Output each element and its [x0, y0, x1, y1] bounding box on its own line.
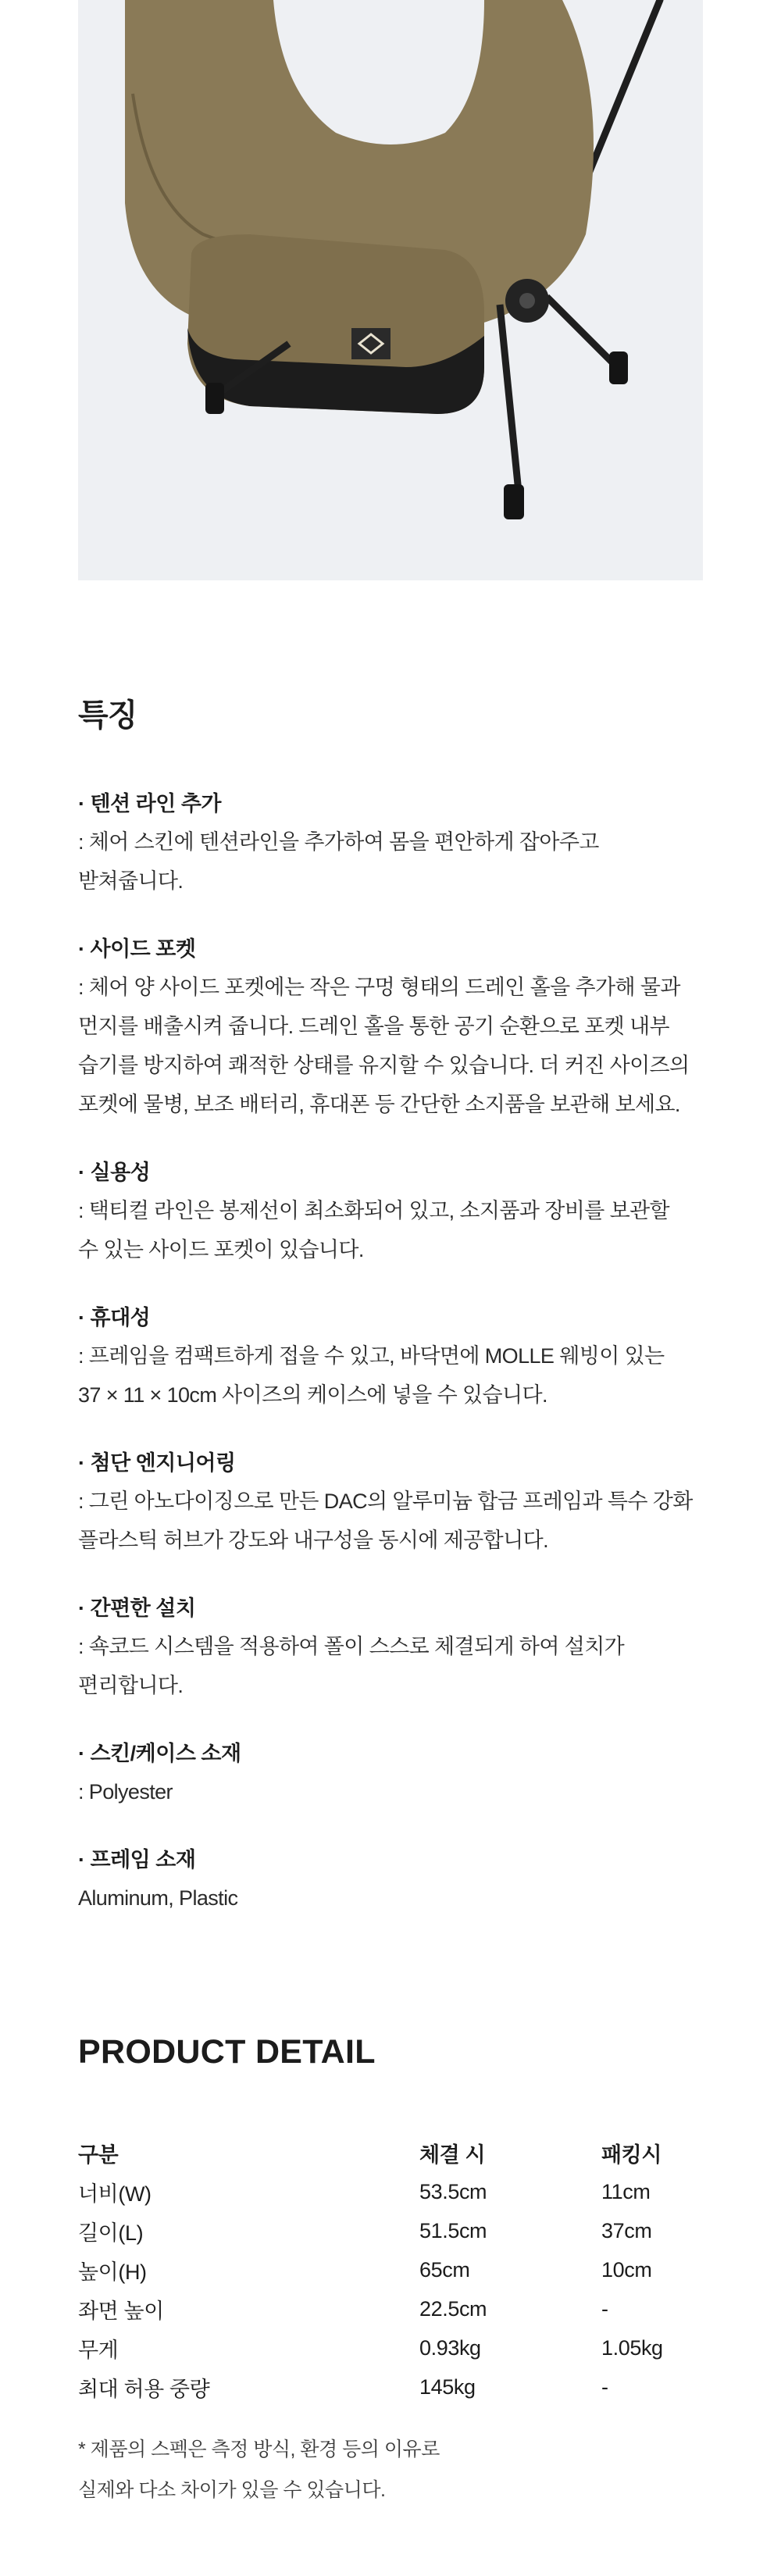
packed-value: 10cm — [601, 2257, 652, 2282]
feature-item — [78, 1841, 726, 1918]
row-label: 높이(H) — [78, 2260, 147, 2284]
table-row — [78, 2289, 726, 2328]
packed-value: - — [601, 2374, 608, 2399]
feature-title: · 프레임 소재 — [78, 1848, 196, 1871]
feature-description: : 프레임을 컴팩트하게 접을 수 있고, 바닥면에 MOLLE 웨빙이 있는 37 × 11 × 10cm 사이즈의 케이스에 넣을 수 있습니다. — [78, 1344, 665, 1407]
feature-description: : 쇽코드 시스템을 적용하여 폴이 스스로 체결되게 하여 설치가 편리합니다. — [78, 1635, 625, 1697]
packed-value: - — [601, 2296, 608, 2321]
product-image — [78, 0, 703, 580]
feature-item — [78, 1589, 726, 1705]
table-row — [78, 2328, 726, 2367]
spec-table-header — [78, 2133, 726, 2172]
feature-item — [78, 785, 726, 901]
feature-title: · 텐션 라인 추가 — [78, 792, 221, 815]
table-row — [78, 2367, 726, 2407]
assembled-value: 145kg — [419, 2374, 476, 2399]
assembled-value: 22.5cm — [419, 2296, 487, 2321]
header-packed: 패킹시 — [601, 2143, 662, 2167]
header-category: 구분 — [78, 2143, 119, 2167]
product-detail-title: PRODUCT DETAIL — [78, 2033, 376, 2071]
assembled-value: 0.93kg — [419, 2335, 481, 2360]
feature-title: · 실용성 — [78, 1161, 151, 1184]
table-row — [78, 2172, 726, 2211]
row-label: 최대 허용 중량 — [78, 2377, 210, 2401]
packed-value: 11cm — [601, 2179, 651, 2203]
row-label: 길이(L) — [78, 2221, 144, 2245]
spec-table — [78, 2133, 726, 2407]
packed-value: 37cm — [601, 2218, 652, 2242]
feature-item — [78, 1299, 726, 1415]
feature-title: · 사이드 포켓 — [78, 937, 196, 961]
assembled-value: 65cm — [419, 2257, 470, 2282]
feature-description: Aluminum, Plastic — [78, 1886, 238, 1910]
features-title: 특징 — [78, 698, 137, 733]
assembled-value: 51.5cm — [419, 2218, 487, 2242]
row-label: 너비(W) — [78, 2182, 152, 2206]
feature-item — [78, 1444, 726, 1560]
table-row — [78, 2250, 726, 2289]
feature-description: : 그린 아노다이징으로 만든 DAC의 알루미늄 합금 프레임과 특수 강화 플라스틱 허브가 강도와 내구성을 동시에 제공합니다. — [78, 1490, 693, 1552]
feature-description: : 체어 양 사이드 포켓에는 작은 구멍 형태의 드레인 홀을 추가해 물과 먼지를 배출시켜 줍니다. 드레인 홀을 통한 공기 순환으로 포켓 내부 습기를 방지하여 쾌적한 상태를 유지할 수 있습니다. 더 커진 사이즈의 포켓에 물병, 보조 배터리, 휴대폰 등 간단한 소지품을 보관해 보세요. — [78, 976, 690, 1116]
feature-title: · 첨단 엔지니어링 — [78, 1451, 236, 1475]
feature-description: : 택티컬 라인은 봉제선이 최소화되어 있고, 소지품과 장비를 보관할 수 있는 사이드 포켓이 있습니다. — [78, 1199, 670, 1261]
chair-illustration — [78, 0, 703, 580]
feature-item — [78, 1154, 726, 1269]
feature-item — [78, 1735, 726, 1811]
feature-description: : 체어 스킨에 텐션라인을 추가하여 몸을 편안하게 잡아주고 받쳐줍니다. — [78, 830, 599, 893]
packed-value: 1.05kg — [601, 2335, 663, 2360]
feature-title: · 휴대성 — [78, 1306, 151, 1329]
assembled-value: 53.5cm — [419, 2179, 487, 2203]
table-row — [78, 2211, 726, 2250]
spec-disclaimer: * 제품의 스펙은 측정 방식, 환경 등의 이유로 실제와 다소 차이가 있을 수 있습니다. — [78, 2439, 440, 2501]
features-list — [78, 785, 726, 1947]
feature-item — [78, 930, 726, 1124]
feature-title: · 간편한 설치 — [78, 1597, 196, 1620]
header-assembled: 체결 시 — [419, 2143, 486, 2167]
row-label: 무게 — [78, 2338, 119, 2362]
feature-title: · 스킨/케이스 소재 — [78, 1742, 241, 1765]
feature-description: : Polyester — [78, 1780, 173, 1804]
row-label: 좌면 높이 — [78, 2299, 164, 2323]
